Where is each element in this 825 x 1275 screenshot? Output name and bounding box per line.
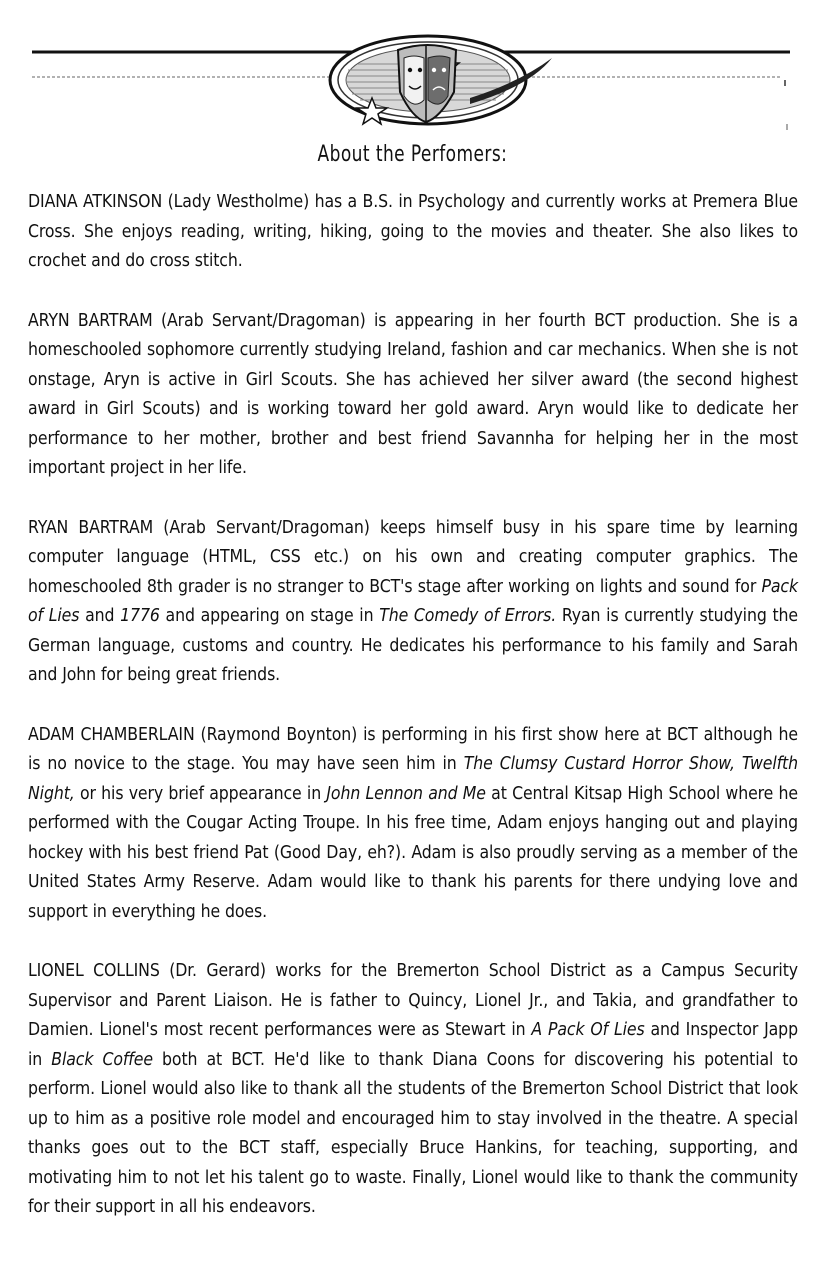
bio-text: and appearing on stage in bbox=[159, 606, 380, 626]
bio-text: and Inspector Japp in bbox=[28, 1020, 798, 1070]
bio-adam-chamberlain bbox=[28, 721, 798, 928]
bio-italic-title: A Pack Of Lies bbox=[531, 1020, 645, 1040]
bio-text: LIONEL COLLINS (Dr. Gerard) works for the Bremerton School District as a Campus Security Supervisor and Parent Liaison. He is father to Quincy, Lionel Jr., and Takia, and grandfather to Damien. Lionel's most recent performances were as Stewart in bbox=[28, 961, 798, 1040]
page-title: About the Perfomers: bbox=[317, 142, 508, 167]
bio-italic-title: The Comedy of Errors. bbox=[379, 606, 557, 626]
performer-bios bbox=[28, 188, 798, 1253]
header-ornament bbox=[0, 0, 825, 140]
bio-text: ADAM CHAMBERLAIN (Raymond Boynton) is performing in his first show here at BCT although he is no novice to the stage. You may have seen him in bbox=[28, 724, 798, 774]
bio-ryan-bartram bbox=[28, 514, 798, 691]
bio-italic-title: John Lennon and Me bbox=[326, 783, 486, 804]
bio-aryn-bartram bbox=[28, 307, 798, 484]
bio-text: and bbox=[79, 606, 121, 626]
bio-text: or his very brief appearance in bbox=[74, 783, 327, 804]
bio-text: at Central Kitsap High School where he performed with the Cougar Acting Troupe. In his free time, Adam enjoys hanging out and playing hockey with his best friend Pat (Good Day, eh?). Adam is also proudly serving as a member of the United States Army Reserve. Adam would like to thank his parents for there undying love and support in everything he does. bbox=[28, 783, 798, 922]
bio-italic-title: 1776 bbox=[120, 606, 160, 626]
bio-lionel-collins bbox=[28, 957, 798, 1223]
comedy-tragedy-emblem-icon bbox=[0, 0, 825, 140]
bio-text: Ryan is currently studying the German language, customs and country. He dedicates his performance to his family and Sarah and John for being great friends. bbox=[28, 606, 798, 685]
bio-italic-title: Black Coffee bbox=[51, 1049, 153, 1070]
bio-italic-title: The Clumsy Custard Horror Show, Twelfth Night, bbox=[28, 754, 798, 804]
bio-text: ARYN BARTRAM (Arab Servant/Dragoman) is appearing in her fourth BCT production. She is a homeschooled sophomore currently studying Ireland, fashion and car mechanics. When she is not onstage, Aryn is active in Girl Scouts. She has achieved her silver award (the second highest award in Girl Scouts) and is working toward her gold award. Aryn would like to dedicate her performance to her mother, brother and best friend Savannha for helping her in the most important project in her life. bbox=[28, 310, 798, 478]
bio-text: RYAN BARTRAM (Arab Servant/Dragoman) keeps himself busy in his spare time by learning computer language (HTML, CSS etc.) on his own and creating computer graphics. The homeschooled 8th grader is no stranger to BCT's stage after working on lights and sound for bbox=[28, 517, 798, 597]
bio-text: both at BCT. He'd like to thank Diana Coons for discovering his potential to perform. Lionel would also like to thank all the students of the Bremerton School District that look up to him as a positive role model and encouraged him to stay involved in the theatre. A special thanks goes out to the BCT staff, especially Bruce Hankins, for teaching, supporting, and motivating him to not let his talent go to waste. Finally, Lionel would like to thank the community for their support in all his endeavors. bbox=[28, 1049, 798, 1217]
bio-diana-atkinson bbox=[28, 188, 798, 277]
bio-text: DIANA ATKINSON (Lady Westholme) has a B.S. in Psychology and currently works at Premera Blue Cross. She enjoys reading, writing, hiking, going to the movies and theater. She also likes to crochet and do cross stitch. bbox=[28, 192, 798, 271]
bio-italic-title: Pack of Lies bbox=[28, 576, 798, 626]
